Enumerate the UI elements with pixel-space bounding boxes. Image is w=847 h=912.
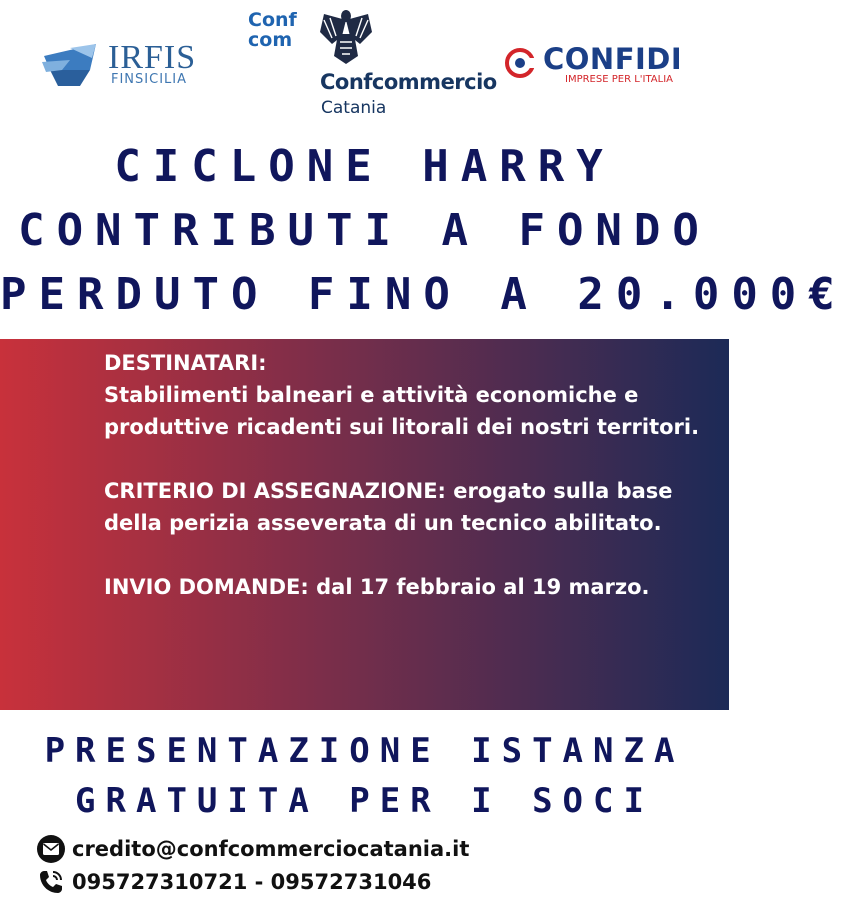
criterio-text: erogato sulla base della perizia asseverata di un tecnico abilitato.	[104, 479, 673, 535]
headline-line-2: CONTRIBUTI A FONDO	[18, 205, 711, 256]
phone-icon	[36, 867, 66, 897]
confcom-mark	[248, 10, 297, 50]
criterio-section	[104, 475, 704, 539]
cta-line-1: PRESENTAZIONE ISTANZA	[44, 731, 685, 771]
headline-line-3: PERDUTO FINO A 20.000€	[0, 269, 847, 320]
info-band	[0, 339, 729, 710]
confidi-name: CONFIDI	[543, 42, 683, 76]
confcommercio-city: Catania	[321, 98, 387, 118]
eagle-icon	[318, 8, 374, 66]
invio-section	[104, 571, 704, 603]
phone-contact[interactable]	[36, 867, 431, 897]
headline-line-1: CICLONE HARRY	[114, 141, 615, 192]
irfis-logo	[40, 40, 200, 95]
irfis-logo-mark	[40, 40, 104, 90]
email-contact[interactable]	[36, 834, 469, 864]
headline	[0, 135, 847, 327]
call-to-action	[0, 726, 729, 826]
phone-numbers[interactable]: 095727310721 - 09572731046	[72, 870, 432, 894]
confcommercio-logo	[246, 8, 496, 120]
invio-text: dal 17 febbraio al 19 marzo.	[308, 575, 650, 599]
criterio-label: CRITERIO DI ASSEGNAZIONE:	[104, 479, 446, 503]
destinatari-section	[104, 347, 704, 443]
invio-label: INVIO DOMANDE:	[104, 575, 309, 599]
info-text	[104, 347, 704, 603]
cta-line-2: GRATUITA PER I SOCI	[75, 781, 654, 821]
email-icon	[36, 834, 66, 864]
destinatari-text: Stabilimenti balneari e attività economiche e produttive ricadenti sui litorali dei nostri territori.	[104, 383, 700, 439]
irfis-name: IRFIS	[108, 39, 197, 76]
confidi-logo	[505, 44, 705, 88]
confcom-mark-top: Conf	[248, 9, 297, 31]
confidi-tagline: IMPRESE PER L'ITALIA	[565, 74, 673, 85]
confcommercio-name: Confcommercio	[320, 70, 497, 94]
destinatari-label: DESTINATARI:	[104, 351, 267, 375]
confidi-logo-mark	[505, 48, 535, 78]
confcom-mark-bottom: com	[248, 29, 293, 51]
email-address[interactable]: credito@confcommerciocatania.it	[72, 837, 470, 861]
irfis-subtitle: FINSICILIA	[111, 72, 188, 87]
